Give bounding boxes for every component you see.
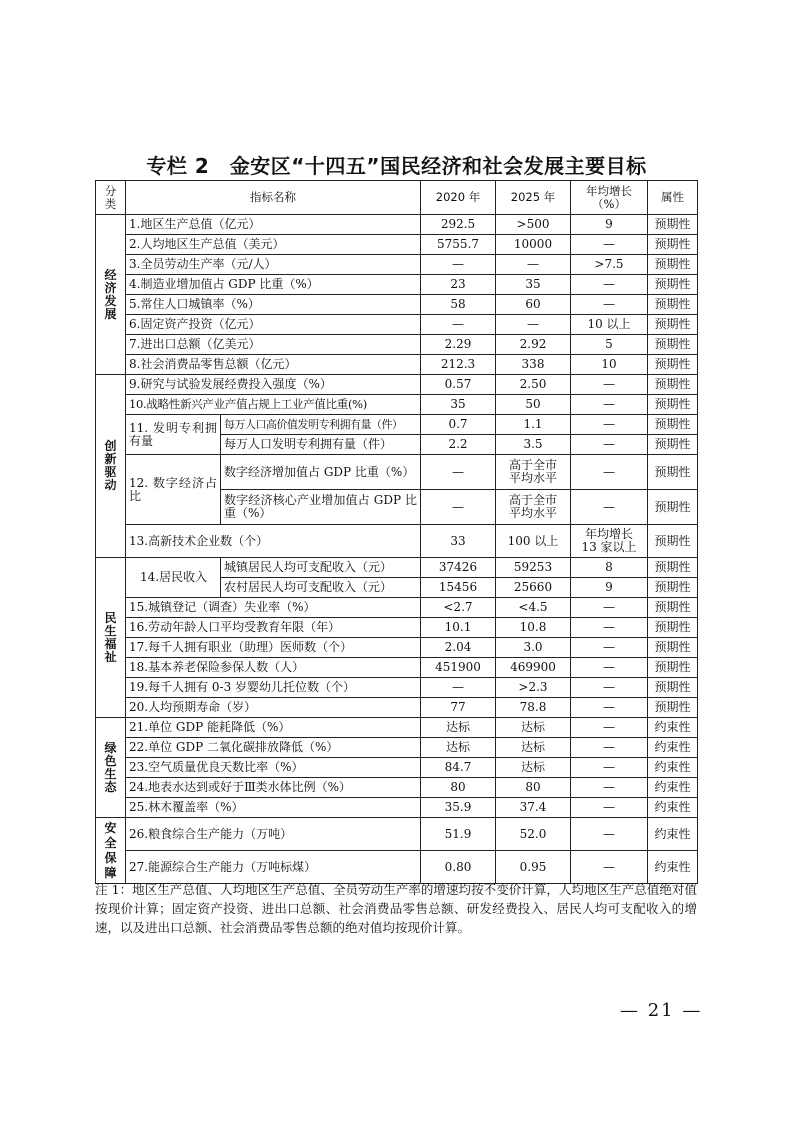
value-2020: 0.80 bbox=[421, 851, 496, 884]
value-growth: — bbox=[571, 778, 648, 798]
indicator-name: 数字经济核心产业增加值占 GDP 比重（%） bbox=[221, 490, 421, 525]
indicator-name: 19.每千人拥有 0-3 岁婴幼儿托位数（个） bbox=[126, 678, 421, 698]
value-2025: 25660 bbox=[496, 578, 571, 598]
value-2020: 33 bbox=[421, 525, 496, 558]
value-growth: — bbox=[571, 598, 648, 618]
value-growth: — bbox=[571, 851, 648, 884]
value-2020: 5755.7 bbox=[421, 235, 496, 255]
value-2025: — bbox=[496, 255, 571, 275]
value-growth: — bbox=[571, 275, 648, 295]
indicator-name: 9.研究与试验发展经费投入强度（%） bbox=[126, 375, 421, 395]
value-attribute: 约束性 bbox=[648, 798, 698, 818]
value-growth: — bbox=[571, 395, 648, 415]
table-row bbox=[96, 778, 698, 798]
value-growth: 9 bbox=[571, 578, 648, 598]
value-2025: 469900 bbox=[496, 658, 571, 678]
value-2025: 1.1 bbox=[496, 415, 571, 435]
header-indicator: 指标名称 bbox=[126, 181, 421, 215]
value-2025: 35 bbox=[496, 275, 571, 295]
value-2020: 2.2 bbox=[421, 435, 496, 455]
value-2025: 59253 bbox=[496, 558, 571, 578]
value-growth: — bbox=[571, 818, 648, 851]
value-growth: >7.5 bbox=[571, 255, 648, 275]
indicator-name: 25.林木覆盖率（%） bbox=[126, 798, 421, 818]
table-row bbox=[96, 355, 698, 375]
header-growth: 年均增长（%） bbox=[571, 181, 648, 215]
value-2025: 高于全市平均水平 bbox=[496, 490, 571, 525]
value-growth: 5 bbox=[571, 335, 648, 355]
table-row bbox=[96, 215, 698, 235]
value-2025: 高于全市平均水平 bbox=[496, 455, 571, 490]
table-row bbox=[96, 375, 698, 395]
value-2020: 2.04 bbox=[421, 638, 496, 658]
value-attribute: 预期性 bbox=[648, 598, 698, 618]
value-2020: 达标 bbox=[421, 738, 496, 758]
indicator-name: 10.战略性新兴产业产值占规上工业产值比重(%) bbox=[126, 395, 421, 415]
table-row bbox=[96, 455, 698, 490]
page-number: — 21 — bbox=[620, 1000, 703, 1021]
value-growth: 10 以上 bbox=[571, 315, 648, 335]
table-row bbox=[96, 275, 698, 295]
indicator-name: 24.地表水达到或好于Ⅲ类水体比例（%） bbox=[126, 778, 421, 798]
value-growth: — bbox=[571, 490, 648, 525]
category-security: 安全保障 bbox=[96, 818, 126, 884]
indicator-group: 14.居民收入 bbox=[126, 558, 221, 598]
value-2025: 2.92 bbox=[496, 335, 571, 355]
value-attribute: 预期性 bbox=[648, 395, 698, 415]
table-row bbox=[96, 698, 698, 718]
value-2020: 84.7 bbox=[421, 758, 496, 778]
value-growth: 8 bbox=[571, 558, 648, 578]
table-row bbox=[96, 235, 698, 255]
value-growth: — bbox=[571, 435, 648, 455]
value-2025: 80 bbox=[496, 778, 571, 798]
value-growth: 9 bbox=[571, 215, 648, 235]
indicator-group: 11. 发明专利拥有量 bbox=[126, 415, 221, 455]
table-row bbox=[96, 678, 698, 698]
value-attribute: 预期性 bbox=[648, 315, 698, 335]
value-growth: 10 bbox=[571, 355, 648, 375]
value-attribute: 预期性 bbox=[648, 255, 698, 275]
goals-table bbox=[95, 180, 698, 884]
value-attribute: 预期性 bbox=[648, 415, 698, 435]
value-attribute: 预期性 bbox=[648, 678, 698, 698]
header-attribute: 属性 bbox=[648, 181, 698, 215]
indicator-name: 3.全员劳动生产率（元/人） bbox=[126, 255, 421, 275]
indicator-name: 6.固定资产投资（亿元） bbox=[126, 315, 421, 335]
category-livelihood: 民生福祉 bbox=[96, 558, 126, 718]
table-row bbox=[96, 598, 698, 618]
value-growth: — bbox=[571, 738, 648, 758]
value-growth: — bbox=[571, 295, 648, 315]
value-2020: 80 bbox=[421, 778, 496, 798]
value-2025: 52.0 bbox=[496, 818, 571, 851]
value-2025: 10.8 bbox=[496, 618, 571, 638]
table-footnote: 注 1：地区生产总值、人均地区生产总值、全员劳动生产率的增速均按不变价计算，人均地区生产总值绝对值按现价计算；固定资产投资、进出口总额、社会消费品零售总额、研发经费投入、居民人均可支配收入的增速，以及进出口总额、社会消费品零售总额的绝对值均按现价计算。 bbox=[95, 882, 697, 935]
value-attribute: 预期性 bbox=[648, 275, 698, 295]
indicator-name: 数字经济增加值占 GDP 比重（%） bbox=[221, 455, 421, 490]
value-2020: 0.7 bbox=[421, 415, 496, 435]
value-2025: >2.3 bbox=[496, 678, 571, 698]
value-growth: — bbox=[571, 618, 648, 638]
value-growth: — bbox=[571, 758, 648, 778]
value-growth: — bbox=[571, 235, 648, 255]
value-2025: 50 bbox=[496, 395, 571, 415]
indicator-name: 18.基本养老保险参保人数（人） bbox=[126, 658, 421, 678]
value-attribute: 预期性 bbox=[648, 295, 698, 315]
value-growth: — bbox=[571, 455, 648, 490]
value-attribute: 预期性 bbox=[648, 578, 698, 598]
indicator-name: 城镇居民人均可支配收入（元） bbox=[221, 558, 421, 578]
indicator-name: 5.常住人口城镇率（%） bbox=[126, 295, 421, 315]
value-2025: 达标 bbox=[496, 758, 571, 778]
value-attribute: 预期性 bbox=[648, 435, 698, 455]
value-2020: 77 bbox=[421, 698, 496, 718]
indicator-name: 7.进出口总额（亿美元） bbox=[126, 335, 421, 355]
indicator-name: 4.制造业增加值占 GDP 比重（%） bbox=[126, 275, 421, 295]
value-2025: 60 bbox=[496, 295, 571, 315]
value-2025: <4.5 bbox=[496, 598, 571, 618]
value-2020: 15456 bbox=[421, 578, 496, 598]
indicator-group: 12. 数字经济占比 bbox=[126, 455, 221, 525]
indicator-name: 1.地区生产总值（亿元） bbox=[126, 215, 421, 235]
indicator-name: 22.单位 GDP 二氧化碳排放降低（%） bbox=[126, 738, 421, 758]
value-2020: — bbox=[421, 315, 496, 335]
value-2020: — bbox=[421, 490, 496, 525]
indicator-name: 27.能源综合生产能力（万吨标煤） bbox=[126, 851, 421, 884]
value-2020: <2.7 bbox=[421, 598, 496, 618]
value-attribute: 约束性 bbox=[648, 851, 698, 884]
value-2025: — bbox=[496, 315, 571, 335]
value-2020: 23 bbox=[421, 275, 496, 295]
value-attribute: 预期性 bbox=[648, 490, 698, 525]
value-2020: 292.5 bbox=[421, 215, 496, 235]
value-2020: — bbox=[421, 678, 496, 698]
value-growth: — bbox=[571, 718, 648, 738]
value-growth: — bbox=[571, 798, 648, 818]
page-title: 专栏 2 金安区“十四五”国民经济和社会发展主要目标 bbox=[146, 154, 647, 178]
value-2020: 35 bbox=[421, 395, 496, 415]
value-2020: 51.9 bbox=[421, 818, 496, 851]
value-growth: — bbox=[571, 415, 648, 435]
table-row bbox=[96, 315, 698, 335]
value-attribute: 预期性 bbox=[648, 558, 698, 578]
value-2025: 达标 bbox=[496, 718, 571, 738]
value-2025: 100 以上 bbox=[496, 525, 571, 558]
value-attribute: 预期性 bbox=[648, 235, 698, 255]
category-ecology: 绿色生态 bbox=[96, 718, 126, 818]
table-row bbox=[96, 738, 698, 758]
table-row bbox=[96, 415, 698, 435]
indicator-name: 16.劳动年龄人口平均受教育年限（年） bbox=[126, 618, 421, 638]
value-2020: 37426 bbox=[421, 558, 496, 578]
value-growth: — bbox=[571, 638, 648, 658]
value-2020: 2.29 bbox=[421, 335, 496, 355]
indicator-name: 26.粮食综合生产能力（万吨） bbox=[126, 818, 421, 851]
value-growth: 年均增长 13 家以上 bbox=[571, 525, 648, 558]
value-attribute: 预期性 bbox=[648, 698, 698, 718]
table-row bbox=[96, 851, 698, 884]
value-growth: — bbox=[571, 375, 648, 395]
value-attribute: 约束性 bbox=[648, 738, 698, 758]
indicator-name: 2.人均地区生产总值（美元） bbox=[126, 235, 421, 255]
value-attribute: 预期性 bbox=[648, 525, 698, 558]
indicator-name: 17.每千人拥有职业（助理）医师数（个） bbox=[126, 638, 421, 658]
indicator-name: 每万人口发明专利拥有量（件） bbox=[221, 435, 421, 455]
value-2025: 3.5 bbox=[496, 435, 571, 455]
table-row bbox=[96, 798, 698, 818]
value-2025: 338 bbox=[496, 355, 571, 375]
value-2020: 达标 bbox=[421, 718, 496, 738]
category-innovation: 创新驱动 bbox=[96, 375, 126, 558]
value-attribute: 预期性 bbox=[648, 658, 698, 678]
table-row bbox=[96, 525, 698, 558]
table-row bbox=[96, 818, 698, 851]
value-attribute: 预期性 bbox=[648, 455, 698, 490]
value-2025: >500 bbox=[496, 215, 571, 235]
value-attribute: 预期性 bbox=[648, 355, 698, 375]
indicator-name: 13.高新技术企业数（个） bbox=[126, 525, 421, 558]
table-header-row bbox=[96, 181, 698, 215]
table-row bbox=[96, 718, 698, 738]
category-economy: 经济发展 bbox=[96, 215, 126, 375]
table-row bbox=[96, 558, 698, 578]
value-2020: 0.57 bbox=[421, 375, 496, 395]
value-attribute: 预期性 bbox=[648, 215, 698, 235]
value-growth: — bbox=[571, 698, 648, 718]
value-attribute: 约束性 bbox=[648, 758, 698, 778]
value-2025: 78.8 bbox=[496, 698, 571, 718]
indicator-name: 8.社会消费品零售总额（亿元） bbox=[126, 355, 421, 375]
header-2025: 2025 年 bbox=[496, 181, 571, 215]
indicator-name: 每万人口高价值发明专利拥有量（件） bbox=[221, 415, 421, 435]
value-2025: 37.4 bbox=[496, 798, 571, 818]
value-2025: 2.50 bbox=[496, 375, 571, 395]
header-category: 分类 bbox=[96, 181, 126, 215]
value-2020: 58 bbox=[421, 295, 496, 315]
value-2025: 0.95 bbox=[496, 851, 571, 884]
value-2020: — bbox=[421, 455, 496, 490]
table-row bbox=[96, 658, 698, 678]
indicator-name: 15.城镇登记（调查）失业率（%） bbox=[126, 598, 421, 618]
value-2025: 3.0 bbox=[496, 638, 571, 658]
indicator-name: 23.空气质量优良天数比率（%） bbox=[126, 758, 421, 778]
table-row bbox=[96, 335, 698, 355]
indicator-name: 20.人均预期寿命（岁） bbox=[126, 698, 421, 718]
value-2020: 212.3 bbox=[421, 355, 496, 375]
indicator-name: 农村居民人均可支配收入（元） bbox=[221, 578, 421, 598]
value-2025: 达标 bbox=[496, 738, 571, 758]
value-2020: — bbox=[421, 255, 496, 275]
value-2025: 10000 bbox=[496, 235, 571, 255]
value-attribute: 约束性 bbox=[648, 718, 698, 738]
value-2020: 10.1 bbox=[421, 618, 496, 638]
table-row bbox=[96, 758, 698, 778]
value-2020: 35.9 bbox=[421, 798, 496, 818]
table-row bbox=[96, 395, 698, 415]
table-row bbox=[96, 255, 698, 275]
value-attribute: 预期性 bbox=[648, 638, 698, 658]
indicator-name: 21.单位 GDP 能耗降低（%） bbox=[126, 718, 421, 738]
value-attribute: 预期性 bbox=[648, 618, 698, 638]
table-row bbox=[96, 618, 698, 638]
header-2020: 2020 年 bbox=[421, 181, 496, 215]
value-attribute: 约束性 bbox=[648, 818, 698, 851]
value-attribute: 约束性 bbox=[648, 778, 698, 798]
table-row bbox=[96, 295, 698, 315]
value-growth: — bbox=[571, 658, 648, 678]
value-attribute: 预期性 bbox=[648, 335, 698, 355]
value-growth: — bbox=[571, 678, 648, 698]
value-2020: 451900 bbox=[421, 658, 496, 678]
table-row bbox=[96, 638, 698, 658]
value-attribute: 预期性 bbox=[648, 375, 698, 395]
